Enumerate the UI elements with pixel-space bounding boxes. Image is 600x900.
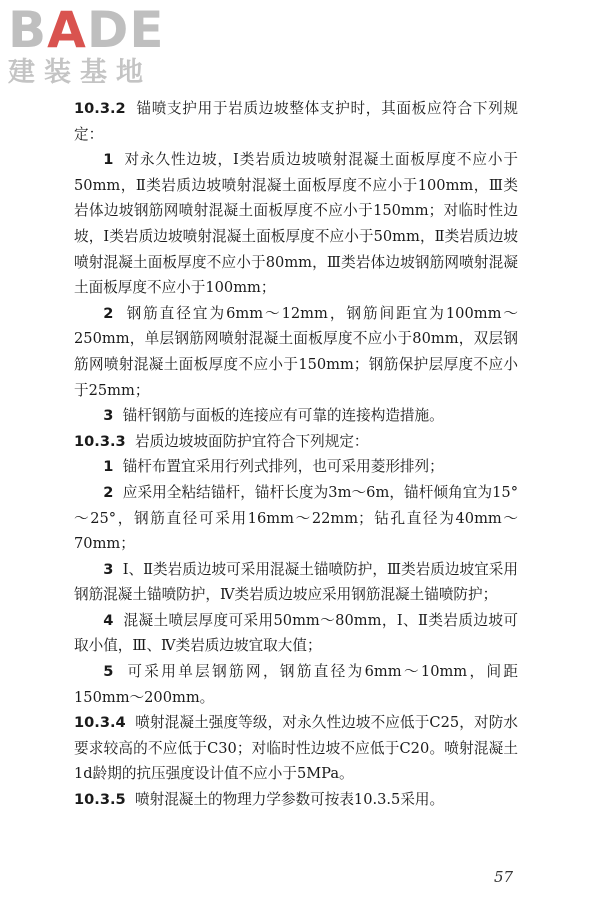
item-number: 2 bbox=[103, 483, 114, 501]
clause-10-3-3 bbox=[74, 429, 518, 455]
item-number: 4 bbox=[103, 611, 114, 629]
clause-text: 喷射混凝土的物理力学参数可按表10.3.5采用。 bbox=[135, 791, 445, 809]
item-text: 锚杆钢筋与面板的连接应有可靠的连接构造措施。 bbox=[122, 407, 444, 425]
list-item bbox=[74, 659, 518, 710]
item-text: 钢筋直径宜为6mm～12mm，钢筋间距宜为100mm～250mm，单层钢筋网喷射混凝土面板厚度不应小于80mm，双层钢筋网喷射混凝土面板厚度不应小于150mm；钢筋保护层厚度不应小于25mm； bbox=[74, 304, 518, 399]
clause-number: 10.3.5 bbox=[74, 791, 126, 809]
item-number: 1 bbox=[103, 151, 114, 169]
clause-text: 锚喷支护用于岩质边坡整体支护时，其面板应符合下列规定： bbox=[74, 100, 518, 143]
item-number: 2 bbox=[103, 304, 114, 322]
bade-logo bbox=[8, 1, 178, 96]
clause-10-3-5 bbox=[74, 787, 518, 813]
list-item bbox=[74, 454, 518, 480]
clause-10-3-2 bbox=[74, 96, 518, 147]
item-number: 5 bbox=[103, 663, 114, 681]
item-text: 锚杆布置宜采用行列式排列，也可采用菱形排列； bbox=[122, 458, 444, 476]
list-item bbox=[74, 301, 518, 403]
logo-subtitle: 建装基地 bbox=[8, 57, 152, 88]
item-text: 混凝土喷层厚度可采用50mm～80mm，Ⅰ、Ⅱ类岩质边坡可取小值，Ⅲ、Ⅳ类岩质边坡宜取大值； bbox=[74, 611, 518, 655]
page-number: 57 bbox=[494, 868, 514, 886]
item-text: 可采用单层钢筋网，钢筋直径为6mm～10mm，间距150mm～200mm。 bbox=[74, 663, 518, 706]
list-item bbox=[74, 147, 518, 301]
clause-10-3-4 bbox=[74, 710, 518, 787]
item-text: 应采用全粘结锚杆，锚杆长度为3m～6m，锚杆倾角宜为15°～25°，钢筋直径可采用16mm～22mm；钻孔直径为40mm～70mm； bbox=[74, 483, 518, 553]
document-body bbox=[74, 96, 518, 813]
clause-number: 10.3.4 bbox=[74, 714, 126, 732]
clause-number: 10.3.2 bbox=[74, 100, 126, 117]
item-number: 3 bbox=[103, 560, 114, 578]
item-number: 1 bbox=[103, 458, 114, 476]
clause-text: 岩质边坡坡面防护宜符合下列规定： bbox=[135, 432, 369, 450]
item-text: 对永久性边坡，Ⅰ类岩质边坡喷射混凝土面板厚度不应小于50mm，Ⅱ类岩质边坡喷射混凝土面板厚度不应小于100mm，Ⅲ类岩体边坡钢筋网喷射混凝土面板厚度不应小于150mm；对临时性边坡，Ⅰ类岩质边坡喷射混凝土面板厚度不应小于50mm，Ⅱ类岩质边坡喷射混凝土面板厚度不应小于80mm，Ⅲ类岩体边坡钢筋网喷射混凝土面板厚度不应小于100mm； bbox=[74, 151, 518, 297]
list-item bbox=[74, 608, 518, 659]
list-item bbox=[74, 480, 518, 557]
list-item bbox=[74, 557, 518, 608]
logo-wordmark: BADE bbox=[8, 1, 165, 59]
item-text: Ⅰ、Ⅱ类岩质边坡可采用混凝土锚喷防护，Ⅲ类岩质边坡宜采用钢筋混凝土锚喷防护，Ⅳ类岩质边坡应采用钢筋混凝土锚喷防护； bbox=[74, 560, 519, 604]
item-number: 3 bbox=[103, 407, 114, 425]
clause-number: 10.3.3 bbox=[74, 432, 126, 450]
list-item bbox=[74, 403, 518, 429]
clause-text: 喷射混凝土强度等级，对永久性边坡不应低于C25，对防水要求较高的不应低于C30；对临时性边坡不应低于C20。喷射混凝土1d龄期的抗压强度设计值不应小于5MPa。 bbox=[74, 714, 518, 783]
